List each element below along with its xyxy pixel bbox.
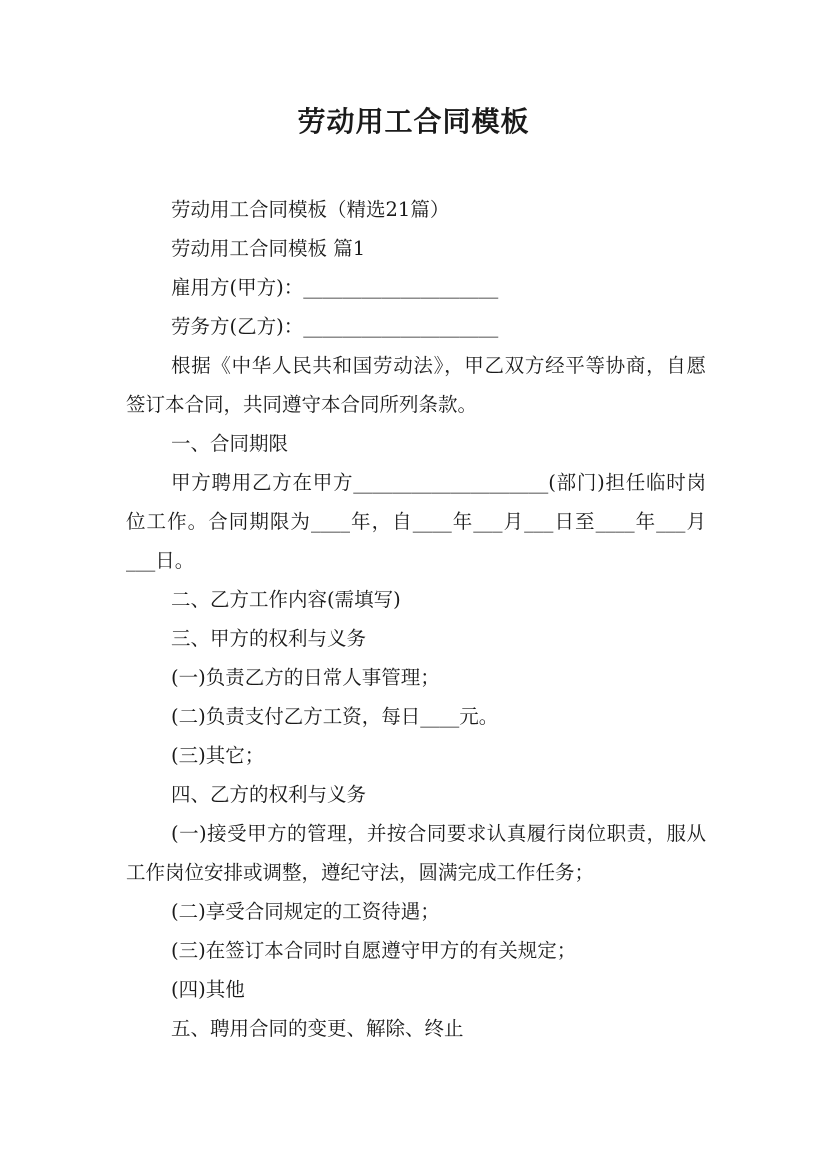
paragraph-clause-heading-1: 一、合同期限 [171,432,289,455]
paragraph-employer-field: 雇用方(甲方)：____________________ [171,276,499,299]
paragraph-item: (四)其他 [171,978,245,1001]
paragraph-worker-field: 劳务方(乙方)：____________________ [171,315,499,338]
paragraph-item: (二)享受合同规定的工资待遇； [171,900,440,923]
paragraph-clause-heading-4: 四、乙方的权利与义务 [171,783,367,806]
paragraph-clause-heading-3: 三、甲方的权利与义务 [171,627,367,650]
document-body [126,190,706,1048]
paragraph-item: (一)负责乙方的日常人事管理； [171,666,440,689]
paragraph-subtitle: 劳动用工合同模板（精选21篇） [171,198,450,221]
document-title: 劳动用工合同模板 [297,105,530,138]
paragraph-item: (二)负责支付乙方工资，每日____元。 [171,705,499,728]
paragraph-item: (三)其它； [171,744,265,767]
paragraph-item: (三)在签订本合同时自愿遵守甲方的有关规定； [171,939,577,962]
paragraph-item: (一)接受甲方的管理，并按合同要求认真履行岗位职责，服从工作岗位安排或调整，遵纪守法，圆满完成工作任务； [126,822,706,884]
paragraph-contract-term: 甲方聘用乙方在甲方____________________(部门)担任临时岗位工作。合同期限为____年，自____年___月___日至____年___月___日。 [126,471,706,572]
paragraph-clause-heading-5: 五、聘用合同的变更、解除、终止 [171,1017,464,1040]
paragraph-clause-heading-2: 二、乙方工作内容(需填写) [171,588,401,611]
paragraph-section-heading: 劳动用工合同模板 篇1 [171,237,366,260]
paragraph-preamble: 根据《中华人民共和国劳动法》，甲乙双方经平等协商，自愿签订本合同，共同遵守本合同所列条款。 [126,354,706,416]
